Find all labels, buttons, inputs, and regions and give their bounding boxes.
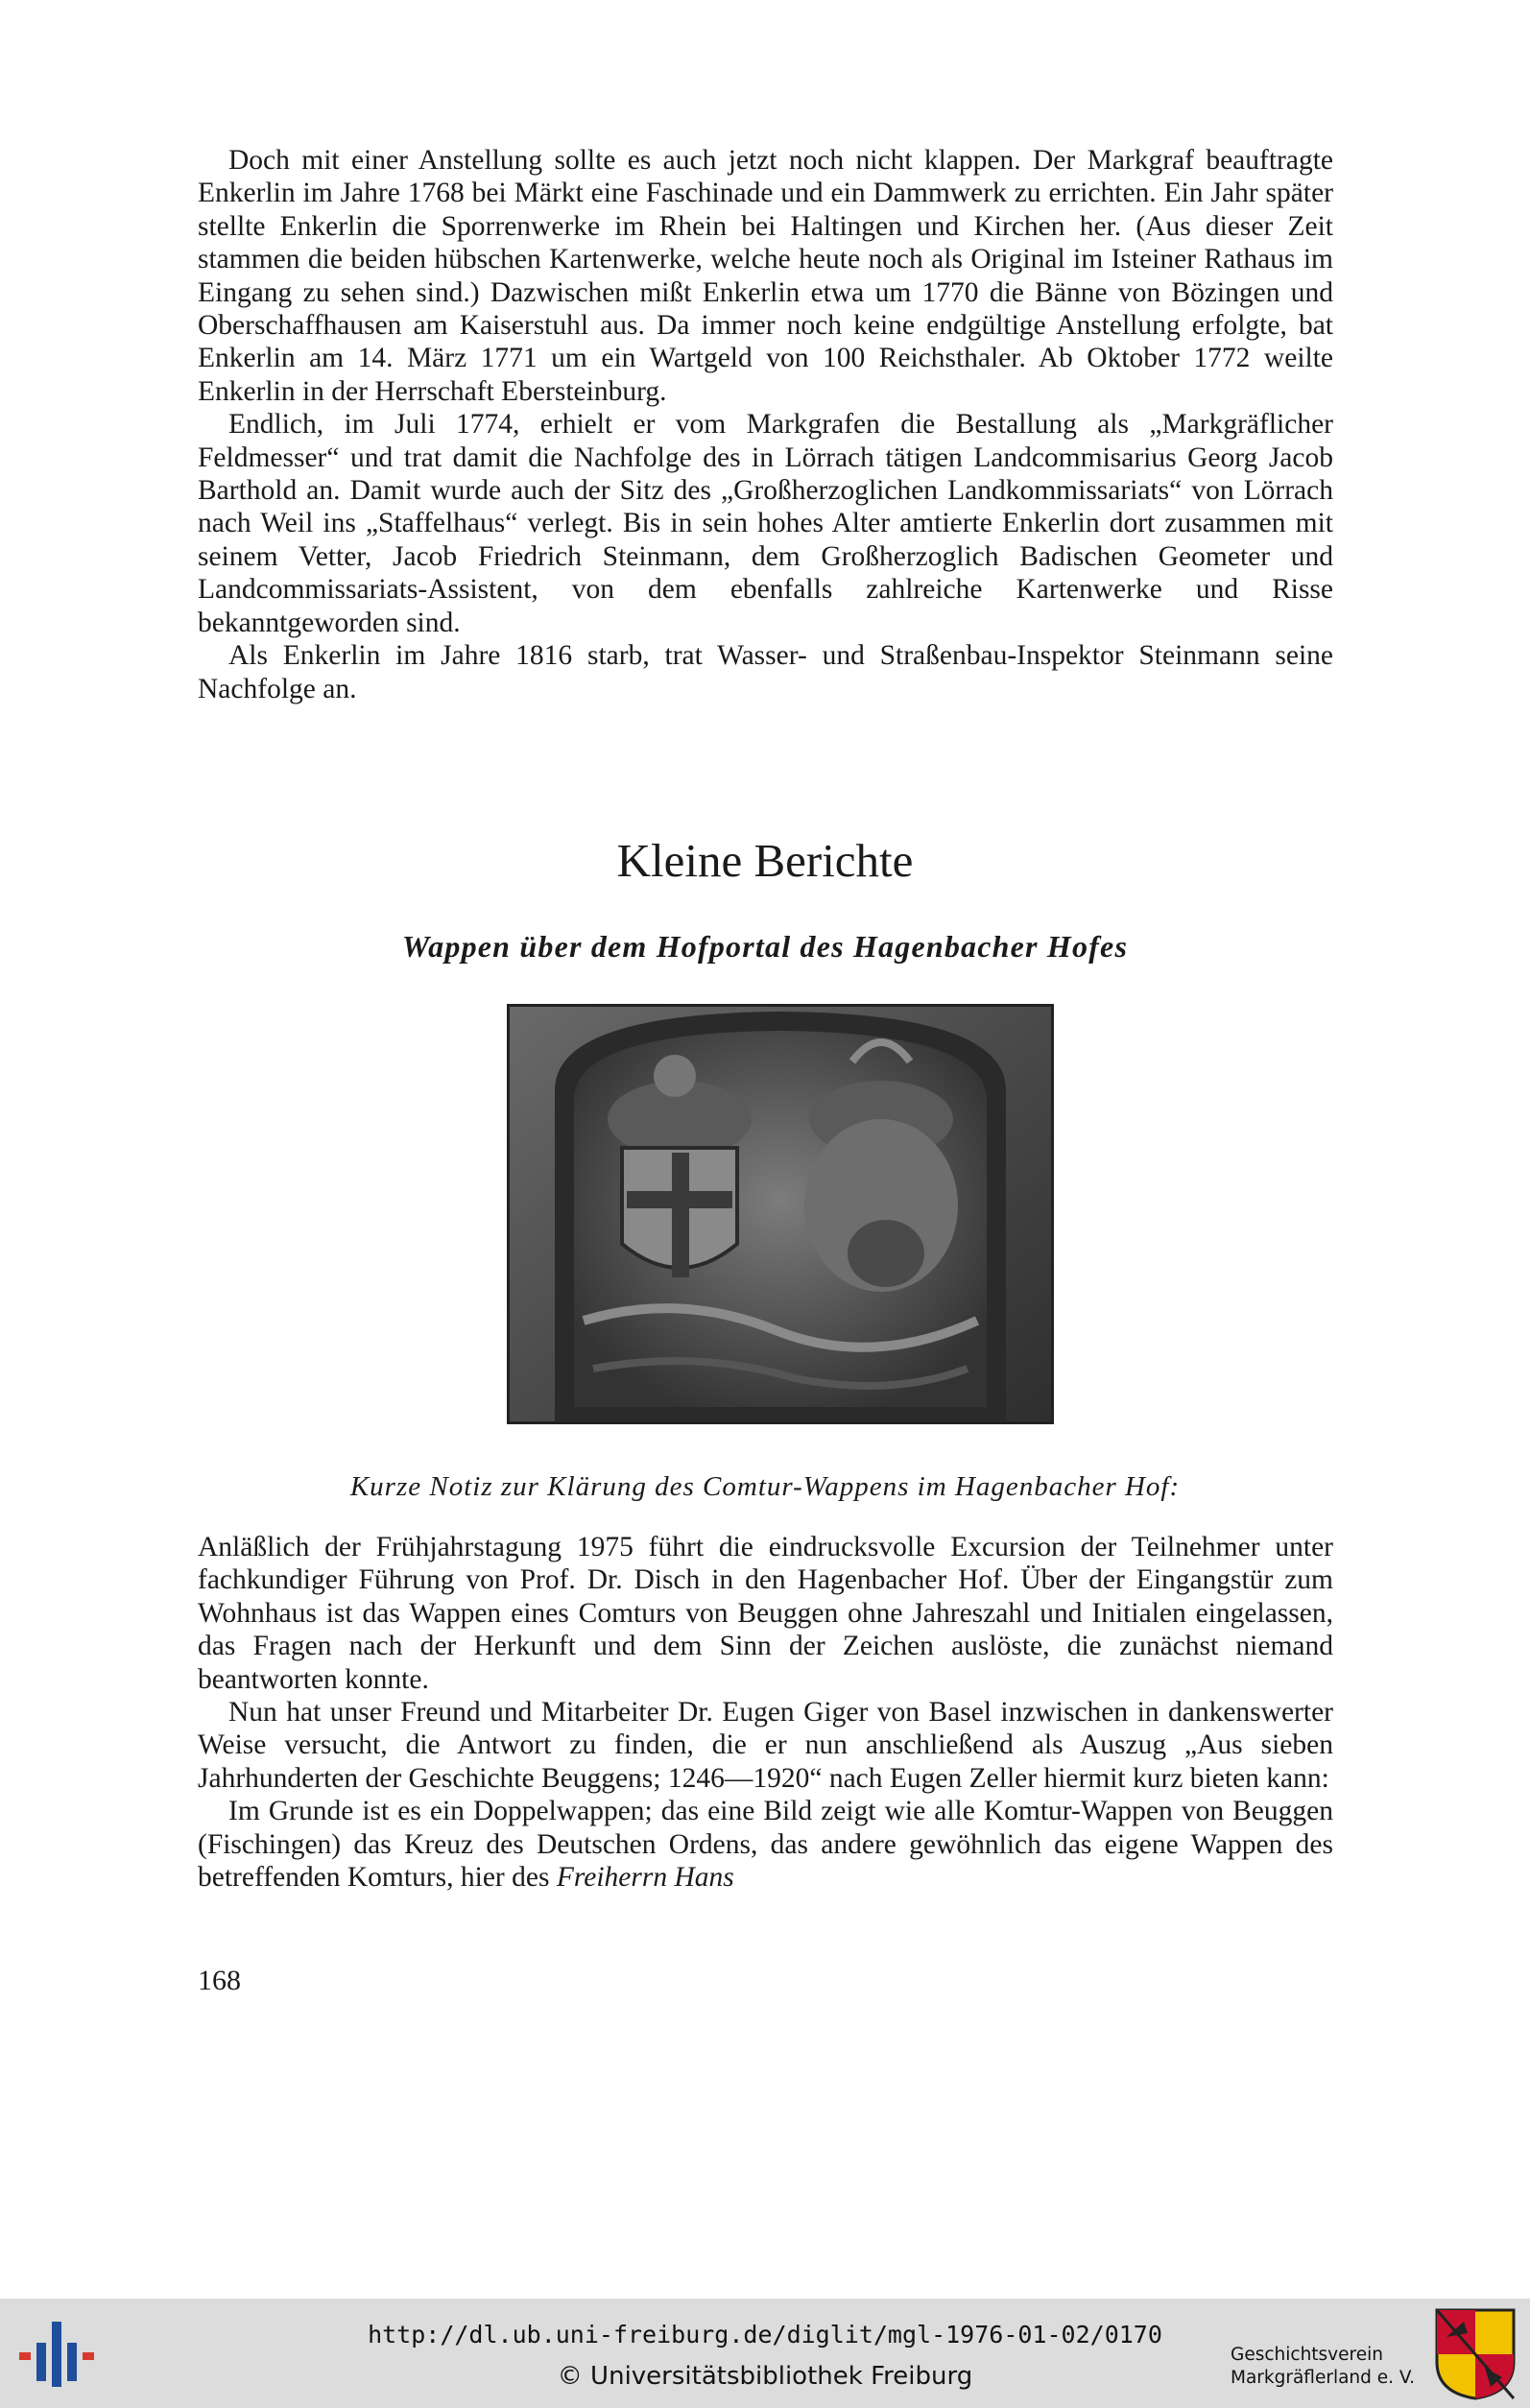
- text-block-top: [198, 144, 1333, 705]
- society-line-2: Markgräflerland e. V.: [1231, 2368, 1416, 2388]
- text-block-bottom: [198, 1531, 1333, 1894]
- society-crest-icon: [1435, 2308, 1516, 2400]
- paragraph: Anläßlich der Frühjahrstagung 1975 führt die eindrucksvolle Excursion der Teilnehmer unter fachkundiger Führung von Prof. Dr. Disch in den Hagenbacher Hof. Über der Eingangstür zum Wohnhaus ist das Wappen eines Comturs von Beuggen ohne Jahreszahl und Initialen eingelassen, das Fragen nach der Herkunft und dem Sinn der Zeichen auslöste, die zunächst niemand beantworten konnte.: [198, 1532, 1333, 1695]
- paragraph: Nun hat unser Freund und Mitarbeiter Dr. Eugen Giger von Basel inzwischen in dankenswerter Weise versucht, die Antwort zu finden, die er nun anschließend als Auszug „Aus sieben Jahrhunderten der Geschichte Beuggens; 1246—1920“ nach Eugen Zeller hiermit kurz bieten kann:: [198, 1697, 1333, 1794]
- footer-url-link[interactable]: http://dl.ub.uni-freiburg.de/diglit/mgl-1976-01-02/0170: [368, 2321, 1162, 2348]
- article-title: Wappen über dem Hofportal des Hagenbacher Hofes: [401, 929, 1129, 964]
- footer-copyright: © Universitätsbibliothek Freiburg: [557, 2362, 973, 2391]
- paragraph: Als Enkerlin im Jahre 1816 starb, trat Wasser- und Straßenbau-Inspektor Steinmann seine Nachfolge an.: [198, 640, 1333, 704]
- paragraph-text: Im Grunde ist es ein Doppelwappen; das eine Bild zeigt wie alle Komtur-Wappen von Beuggen (Fischingen) das Kreuz des Deutschen Ordens, das andere gewöhnlich das eigene Wappen des betreffenden Komturs, hier des: [198, 1796, 1333, 1894]
- paragraph: Doch mit einer Anstellung sollte es auch jetzt noch nicht klappen. Der Markgraf beauftragte Enkerlin im Jahre 1768 bei Märkt eine Faschinade und ein Dammwerk zu errichten. Ein Jahr später stellte Enkerlin die Sporrenwerke im Rhein bei Haltingen und Kirchen her. (Aus dieser Zeit stammen die beiden hübschen Kartenwerke, welche heute noch als Original im Isteiner Rathaus im Eingang zu sehen sind.) Dazwischen mißt Enkerlin etwa um 1770 die Bänne von Bözingen und Oberschaffhausen am Kaiserstuhl aus. Da immer noch keine endgültige Anstellung erfolgte, bat Enkerlin am 14. März 1771 um ein Wartgeld von 100 Reichsthaler. Ab Oktober 1772 weilte Enkerlin in der Herrschaft Ebersteinburg.: [198, 145, 1333, 407]
- section-title: Kleine Berichte: [616, 834, 914, 887]
- page-number: 168: [198, 1965, 241, 1996]
- paragraph: Endlich, im Juli 1774, erhielt er vom Markgrafen die Bestallung als „Markgräflicher Feldmesser“ und trat damit die Nachfolge des in Lörrach tätigen Landcommisarius Georg Jacob Barthold an. Damit wurde auch der Sitz des „Großherzoglichen Landkommissariats“ von Lörrach nach Weil ins „Staffelhaus“ verlegt. Bis in sein hohes Alter amtierte Enkerlin dort zusammen mit seinem Vetter, Jacob Friedrich Steinmann, dem Großherzoglich Badischen Geometer und Landcommissariats-Assistent, von dem ebenfalls zahlreiche Kartenwerke und Risse bekanntgeworden sind.: [198, 409, 1333, 638]
- coat-of-arms-photo: [507, 1004, 1054, 1424]
- photo-caption: Kurze Notiz zur Klärung des Comtur-Wappens im Hagenbacher Hof:: [349, 1471, 1181, 1502]
- society-name: [1231, 2344, 1415, 2390]
- footer-bar: [0, 2299, 1530, 2408]
- society-line-1: Geschichtsverein: [1231, 2345, 1383, 2365]
- italic-name: Freiherrn Hans: [556, 1862, 734, 1894]
- paragraph: [198, 1795, 1333, 1894]
